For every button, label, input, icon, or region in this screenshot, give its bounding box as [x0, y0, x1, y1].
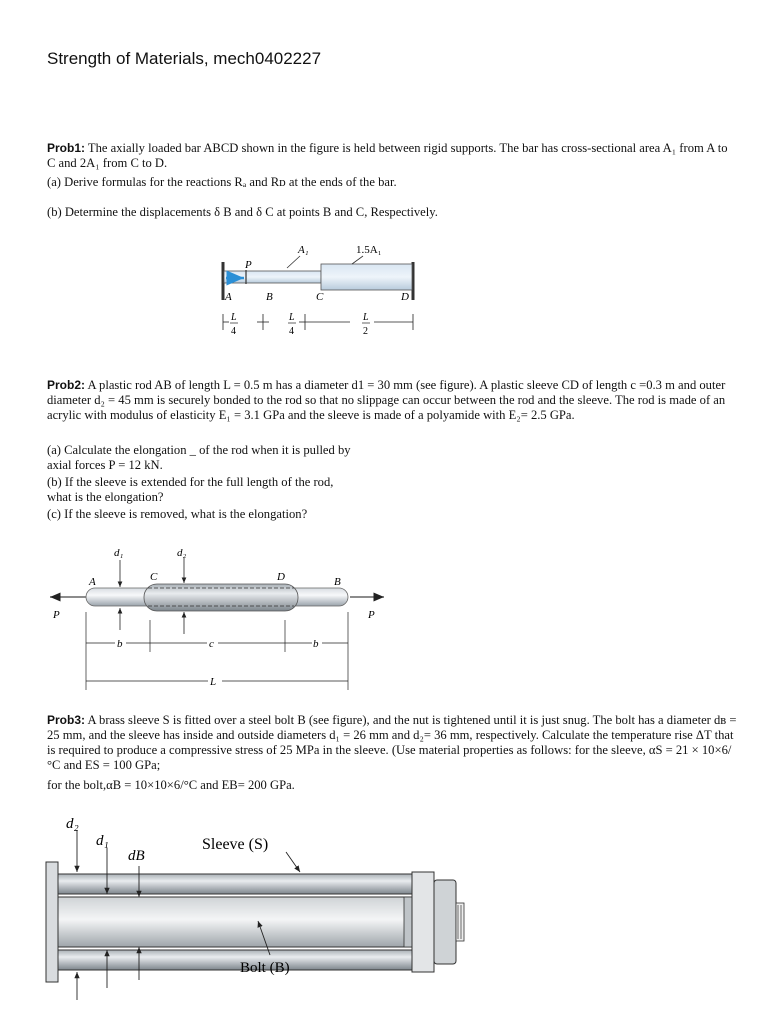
steel-bolt	[58, 897, 412, 947]
load-p-label: P	[245, 259, 252, 271]
dim1-den: 4	[231, 326, 236, 337]
d1-label: d₁	[96, 833, 109, 849]
point-b-label: B	[334, 576, 341, 588]
bolt-head	[46, 862, 58, 982]
prob2-part-a2: axial forces P = 12 kN.	[47, 458, 163, 472]
sleeve-top-wall	[58, 874, 412, 894]
area-a1-leader	[287, 256, 300, 268]
prob2-part-a1: (a) Calculate the elongation _ of the rod when it is pulled by	[47, 443, 351, 457]
dim3-num: L	[363, 312, 369, 323]
area-15a1-leader	[352, 256, 363, 264]
sleeve-leader	[286, 852, 300, 872]
prob2-text: A plastic rod AB of length L = 0.5 m has a diameter d1 = 30 mm (see figure). A plastic sleeve CD of length c =0.3 m and outer diameter d₂ = 45 mm is securely bonded to the rod so that no slippage can occur between the rod and the sleeve. The rod is made of an acrylic with modulus of elasticity E₁ = 3.1 GPa and the sleeve is made of a polyamide with E₂= 2.5 GPa.	[47, 378, 726, 422]
prob2-label: Prob2:	[47, 378, 86, 392]
point-d-label: D	[401, 291, 409, 303]
sleeve-bottom-wall	[58, 950, 412, 970]
prob2-part-b1: (b) If the sleeve is extended for the full length of the rod,	[47, 475, 334, 489]
area-a1-label: A₁	[298, 244, 309, 256]
dim-l: L	[210, 676, 217, 688]
d2-label: d₂	[66, 816, 79, 832]
dim-b-right: b	[313, 638, 319, 650]
prob3-label: Prob3:	[47, 713, 86, 727]
prob1-text: The axially loaded bar ABCD shown in the figure is held between rigid supports. The bar has cross-sectional area A₁ from A to C and 2A₁ from C to D.	[47, 141, 728, 170]
prob2-part-b2: what is the elongation?	[47, 490, 164, 504]
prob3-line2: for the bolt,αB = 10×10×6/°C and EB= 200 GPa.	[47, 778, 295, 792]
d2-label: d₂	[177, 547, 187, 559]
nut	[434, 880, 456, 964]
prob3-text: A brass sleeve S is fitted over a steel bolt B (see figure), and the nut is tightened until it is just snug. The bolt has a diameter dʙ = 25 mm, and the sleeve has inside and outside diameters d₁ = 26 mm and d₂= 36 mm, respectively. Calculate the temperature rise ΔT that is required to produce a compressive stress of 25 MPa in the sleeve. (Use material properties as follows: for the sleeve, αS = 21 × 10×6/°C and ES = 100 GPa;	[47, 713, 737, 772]
point-b-label: B	[266, 291, 273, 303]
bolt-thread-end	[456, 903, 464, 941]
right-load-label: P	[368, 609, 375, 621]
prob3-figure	[46, 816, 464, 1000]
prob2-figure	[50, 547, 384, 690]
dim-b-left: b	[117, 638, 123, 650]
point-c-label: C	[316, 291, 324, 303]
point-a-label: A	[225, 291, 232, 303]
db-label: dB	[128, 848, 145, 864]
left-load-label: P	[53, 609, 60, 621]
dim3-den: 2	[363, 326, 368, 337]
prob1-label: Prob1:	[47, 141, 86, 155]
washer	[412, 872, 434, 972]
point-d-label: D	[277, 571, 285, 583]
prob1-part-a: (a) Derive formulas for the reactions Rₐ and Rᴅ at the ends of the bar.	[47, 175, 397, 189]
prob2-dimension-lines	[86, 612, 348, 690]
area-15a1-label: 1.5A₁	[356, 244, 382, 256]
dim2-num: L	[289, 312, 295, 323]
point-a-label: A	[89, 576, 96, 588]
dim2-den: 4	[289, 326, 294, 337]
sleeve-label: Sleeve (S)	[202, 836, 269, 853]
dim1-num: L	[231, 312, 237, 323]
page-title: Strength of Materials, mech0402227	[47, 49, 322, 68]
prob1-dimension-lines	[223, 314, 413, 330]
bolt-label: Bolt (B)	[240, 960, 290, 976]
dim-c: c	[209, 638, 214, 650]
bar-segment-cd	[321, 264, 412, 290]
d1-label: d₁	[114, 547, 124, 559]
prob1-figure	[223, 244, 413, 337]
prob2-part-c: (c) If the sleeve is removed, what is the elongation?	[47, 507, 308, 521]
point-c-label: C	[150, 571, 158, 583]
prob1-part-b: (b) Determine the displacements δ B and δ C at points B and C, Respectively.	[47, 205, 438, 219]
